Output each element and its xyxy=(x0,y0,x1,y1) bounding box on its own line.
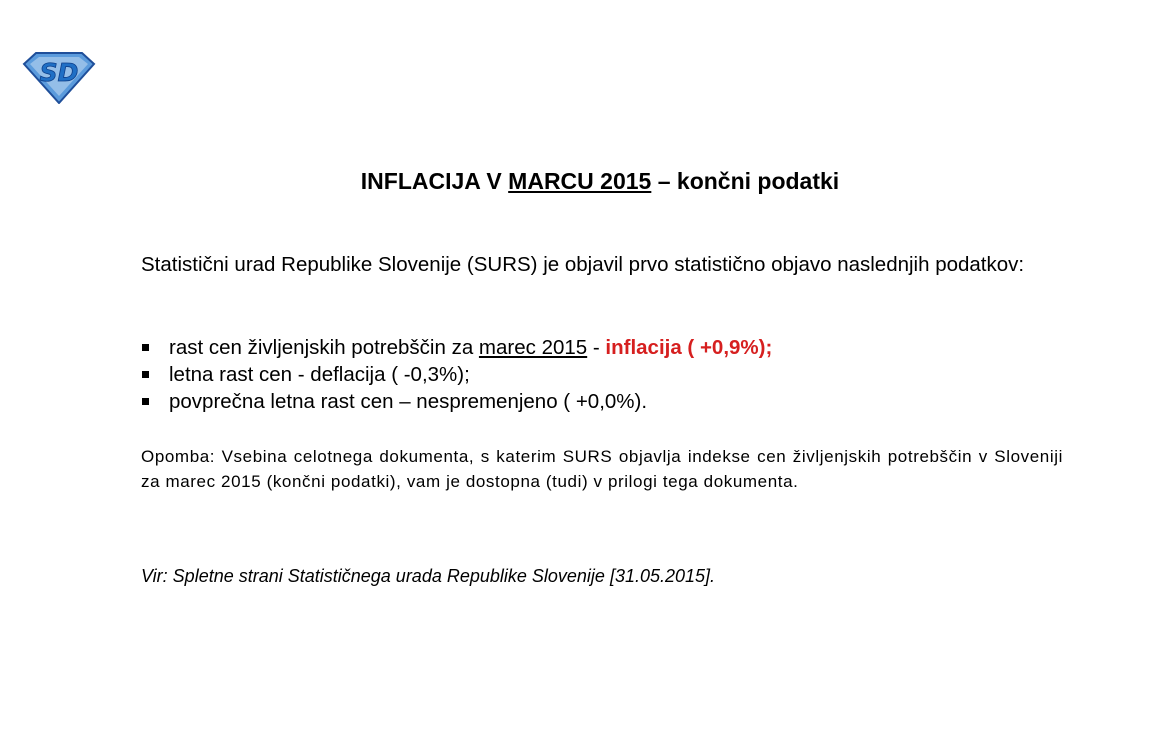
page-title xyxy=(0,168,1157,195)
title-part2: – končni podatki xyxy=(651,168,840,194)
bullet-list xyxy=(141,334,1063,415)
sd-diamond-logo-icon xyxy=(22,50,96,104)
inflation-highlight: inflacija ( +0,9%); xyxy=(605,336,773,359)
intro-paragraph: Statistični urad Republike Slovenije (SURS) je objavil prvo statistično objavo naslednjih podatkov: xyxy=(141,253,1025,276)
title-month: MARCU 2015 xyxy=(508,168,652,194)
note-paragraph: Opomba: Vsebina celotnega dokumenta, s katerim SURS objavlja indekse cen življenjskih potrebščin v Sloveniji za marec 2015 (končni podatki), vam je dostopna (tudi) v prilogi tega dokumenta. xyxy=(141,447,1063,491)
bullet-item-inflation xyxy=(141,334,1063,361)
title-part1: INFLACIJA V xyxy=(360,168,509,194)
bullet-separator: - xyxy=(587,336,606,359)
bullet-square-icon xyxy=(142,344,149,351)
source-citation: Vir: Spletne strani Statističnega urada Republike Slovenije [31.05.2015]. xyxy=(141,566,716,586)
bullet-text: letna rast cen - deflacija ( -0,3%); xyxy=(169,363,470,386)
bullet-square-icon xyxy=(142,371,149,378)
bullet-square-icon xyxy=(142,398,149,405)
bullet-text: povprečna letna rast cen – nespremenjeno ( +0,0%). xyxy=(169,390,648,413)
svg-text:SD: SD xyxy=(39,58,79,87)
bullet-item-annual xyxy=(141,361,1063,388)
bullet-month: marec 2015 xyxy=(478,336,588,359)
bullet-item-average xyxy=(141,388,1063,415)
bullet-text: rast cen življenjskih potrebščin za xyxy=(169,336,479,359)
